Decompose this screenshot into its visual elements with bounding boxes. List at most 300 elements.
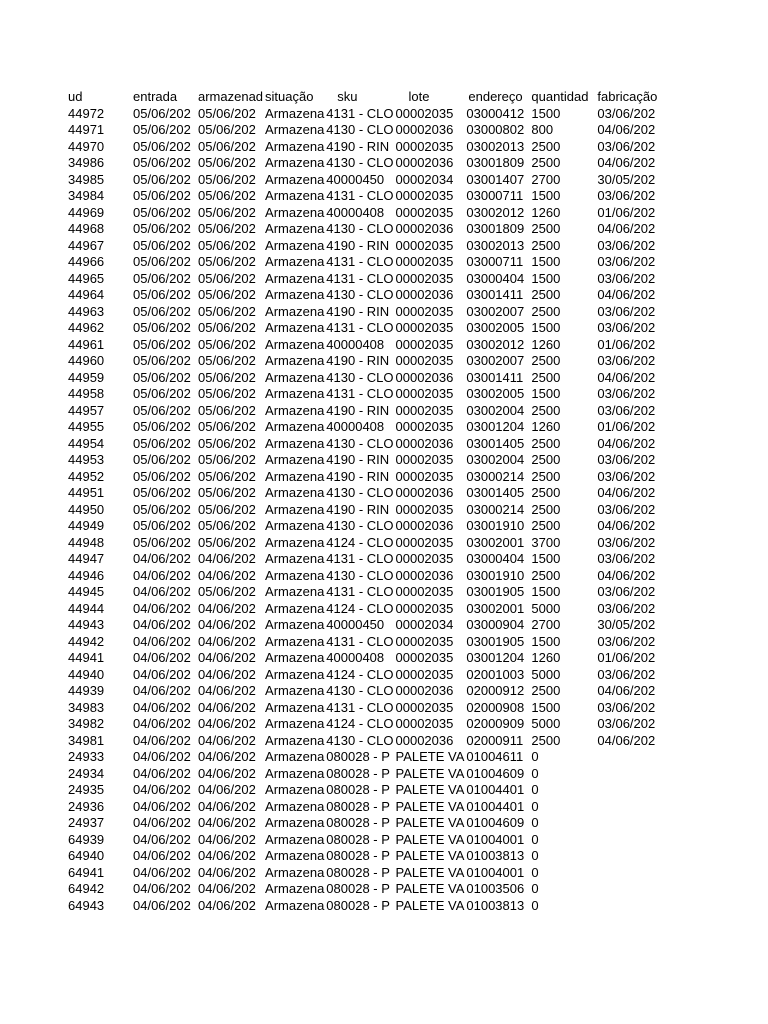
cell-entrada: 04/06/202 — [133, 848, 191, 863]
cell-ud: 44948 — [68, 534, 105, 550]
cell-quantidade: 1500 — [531, 699, 561, 715]
cell-lote: 00002035 — [395, 336, 454, 352]
table-row — [67, 419, 662, 436]
cell-situacao: Armazena — [265, 369, 325, 385]
cell-quantidade: 3700 — [531, 534, 561, 550]
table-row — [67, 799, 662, 816]
cell-quantidade: 2500 — [531, 369, 561, 385]
cell-lote: PALETE VA — [395, 831, 465, 847]
cell-lote: 00002035 — [395, 534, 454, 550]
cell-lote: 00002035 — [395, 386, 454, 401]
cell-quantidade: 2700 — [531, 617, 561, 632]
cell-endereco: 01003813 — [466, 897, 525, 913]
cell-endereco: 03001405 — [466, 435, 525, 451]
cell-ud: 44967 — [68, 237, 105, 253]
cell-situacao: Armazena — [265, 518, 325, 533]
cell-fabricacao: 03/06/202 — [597, 303, 656, 319]
cell-fabricacao: 03/06/202 — [597, 402, 656, 418]
cell-armazenado: 05/06/202 — [198, 270, 256, 286]
cell-endereco: 03001910 — [466, 567, 525, 583]
cell-armazenado: 05/06/202 — [198, 105, 256, 121]
cell-armazenado: 04/06/202 — [198, 650, 256, 665]
cell-ud: 64942 — [68, 881, 105, 896]
cell-endereco: 03002005 — [466, 386, 525, 401]
cell-endereco: 03001905 — [466, 584, 525, 599]
table-row — [67, 188, 662, 205]
cell-quantidade: 2500 — [531, 485, 561, 500]
cell-situacao: Armazena — [265, 303, 325, 319]
cell-situacao: Armazena — [265, 419, 325, 434]
cell-entrada: 04/06/202 — [133, 600, 191, 616]
cell-situacao: Armazena — [265, 765, 325, 781]
table-row — [67, 865, 662, 882]
cell-fabricacao — [596, 799, 662, 816]
table-row — [67, 832, 662, 849]
cell-quantidade: 2500 — [531, 155, 561, 170]
cell-sku: 4190 - RIN — [326, 468, 390, 484]
cell-endereco: 03002012 — [466, 204, 525, 220]
cell-quantidade: 1500 — [531, 254, 561, 269]
cell-endereco: 03001407 — [466, 171, 525, 187]
cell-situacao: Armazena — [265, 122, 325, 137]
cell-entrada: 05/06/202 — [133, 237, 191, 253]
cell-lote: 00002035 — [395, 699, 454, 715]
cell-ud: 34983 — [68, 699, 105, 715]
cell-sku: 4130 - CLO — [326, 485, 394, 500]
cell-lote: 00002035 — [395, 105, 454, 121]
table-row — [67, 634, 662, 651]
cell-ud: 44969 — [68, 204, 105, 220]
cell-situacao: Armazena — [265, 617, 325, 632]
cell-endereco: 03002005 — [466, 320, 525, 335]
cell-ud: 34982 — [68, 716, 105, 731]
header-row — [67, 89, 662, 106]
cell-sku: 080028 - P — [326, 749, 390, 764]
cell-quantidade: 2500 — [531, 518, 561, 533]
table-row — [67, 337, 662, 354]
cell-armazenado: 05/06/202 — [198, 336, 256, 352]
cell-entrada: 05/06/202 — [133, 155, 191, 170]
cell-armazenado: 05/06/202 — [198, 485, 256, 500]
cell-quantidade: 2500 — [531, 138, 561, 154]
cell-situacao: Armazena — [265, 204, 325, 220]
cell-fabricacao: 03/06/202 — [597, 138, 656, 154]
cell-armazenado: 04/06/202 — [198, 765, 256, 781]
cell-armazenado: 05/06/202 — [198, 204, 256, 220]
cell-ud: 44947 — [68, 551, 105, 566]
cell-sku: 4190 - RIN — [326, 452, 390, 467]
cell-sku: 4190 - RIN — [326, 138, 390, 154]
cell-entrada: 05/06/202 — [133, 270, 191, 286]
cell-armazenado: 04/06/202 — [198, 683, 256, 698]
cell-fabricacao: 03/06/202 — [597, 254, 656, 269]
table-row — [67, 848, 662, 865]
cell-sku: 40000408 — [326, 650, 385, 665]
cell-endereco: 03001405 — [466, 485, 525, 500]
cell-endereco: 03001204 — [466, 419, 525, 434]
cell-fabricacao: 03/06/202 — [597, 353, 656, 368]
cell-sku: 40000408 — [326, 336, 385, 352]
cell-sku: 4130 - CLO — [326, 518, 394, 533]
cell-situacao: Armazena — [265, 749, 325, 764]
cell-endereco: 03001411 — [466, 369, 524, 385]
cell-lote: 00002035 — [395, 254, 454, 269]
cell-entrada: 05/06/202 — [133, 204, 191, 220]
cell-quantidade: 1260 — [531, 204, 561, 220]
table-row — [67, 535, 662, 552]
cell-armazenado: 05/06/202 — [198, 468, 256, 484]
cell-ud: 44940 — [68, 666, 105, 682]
cell-sku: 4124 - CLO — [326, 600, 394, 616]
cell-ud: 44951 — [68, 485, 105, 500]
cell-entrada: 05/06/202 — [133, 254, 191, 269]
cell-sku: 080028 - P — [326, 831, 390, 847]
cell-quantidade: 1500 — [531, 320, 561, 335]
table-row — [67, 650, 662, 667]
cell-entrada: 04/06/202 — [133, 864, 191, 880]
cell-ud: 44943 — [68, 617, 105, 632]
cell-armazenado: 05/06/202 — [198, 386, 256, 401]
cell-lote: 00002034 — [395, 171, 454, 187]
cell-ud: 44966 — [68, 254, 105, 269]
cell-entrada: 05/06/202 — [133, 188, 191, 203]
cell-lote: 00002035 — [395, 270, 454, 286]
cell-armazenado: 05/06/202 — [198, 353, 256, 368]
cell-entrada: 04/06/202 — [133, 716, 191, 731]
cell-lote: 00002036 — [395, 155, 454, 170]
cell-quantidade: 1500 — [531, 188, 561, 203]
cell-armazenado: 05/06/202 — [198, 138, 256, 154]
cell-lote: PALETE VA — [395, 815, 465, 830]
cell-fabricacao: 01/06/202 — [597, 204, 656, 220]
cell-sku: 4124 - CLO — [326, 716, 394, 731]
cell-quantidade: 1260 — [531, 650, 561, 665]
cell-lote: 00002035 — [395, 353, 454, 368]
cell-quantidade: 2500 — [531, 287, 561, 302]
cell-ud: 24933 — [68, 749, 105, 764]
table-row — [67, 271, 662, 288]
cell-quantidade: 2500 — [531, 732, 561, 748]
cell-lote: 00002035 — [395, 501, 454, 517]
inventory-table — [67, 89, 662, 914]
cell-armazenado: 05/06/202 — [198, 369, 256, 385]
table-row — [67, 238, 662, 255]
cell-sku: 4130 - CLO — [326, 435, 394, 451]
header-sku: sku — [337, 89, 358, 104]
table-row — [67, 452, 662, 469]
cell-endereco: 03001910 — [466, 518, 525, 533]
cell-fabricacao: 04/06/202 — [597, 287, 656, 302]
table-row — [67, 749, 662, 766]
cell-quantidade: 2500 — [531, 468, 561, 484]
cell-sku: 4130 - CLO — [326, 683, 394, 698]
cell-endereco: 01004001 — [466, 864, 525, 880]
cell-endereco: 03002013 — [466, 138, 525, 154]
cell-situacao: Armazena — [265, 386, 325, 401]
cell-situacao: Armazena — [265, 798, 325, 814]
cell-quantidade: 1500 — [531, 105, 561, 121]
cell-fabricacao: 03/06/202 — [597, 551, 656, 566]
cell-lote: 00002035 — [395, 188, 454, 203]
cell-ud: 34986 — [68, 155, 105, 170]
cell-endereco: 02000908 — [466, 699, 525, 715]
cell-endereco: 01004001 — [466, 831, 525, 847]
cell-quantidade: 2500 — [531, 435, 561, 451]
cell-fabricacao: 04/06/202 — [597, 369, 656, 385]
table-row — [67, 485, 662, 502]
table-row — [67, 205, 662, 222]
cell-lote: PALETE VA — [395, 864, 465, 880]
cell-armazenado: 04/06/202 — [198, 633, 256, 649]
cell-armazenado: 05/06/202 — [198, 419, 256, 434]
cell-lote: 00002036 — [395, 369, 454, 385]
cell-entrada: 04/06/202 — [133, 567, 191, 583]
cell-fabricacao: 04/06/202 — [597, 435, 656, 451]
cell-entrada: 05/06/202 — [133, 303, 191, 319]
cell-situacao: Armazena — [265, 237, 325, 253]
cell-lote: 00002035 — [395, 419, 454, 434]
cell-fabricacao: 03/06/202 — [597, 270, 656, 286]
cell-situacao: Armazena — [265, 452, 325, 467]
cell-situacao: Armazena — [265, 402, 325, 418]
cell-situacao: Armazena — [265, 171, 325, 187]
cell-armazenado: 05/06/202 — [198, 171, 256, 187]
cell-lote: 00002036 — [395, 732, 454, 748]
cell-armazenado: 05/06/202 — [198, 237, 256, 253]
cell-situacao: Armazena — [265, 699, 325, 715]
cell-lote: 00002035 — [395, 633, 454, 649]
cell-fabricacao — [596, 881, 662, 898]
header-lote: lote — [408, 89, 430, 104]
cell-ud: 44957 — [68, 402, 105, 418]
cell-lote: 00002035 — [395, 551, 454, 566]
cell-quantidade: 1500 — [531, 270, 561, 286]
cell-sku: 4124 - CLO — [326, 666, 394, 682]
cell-quantidade: 0 — [531, 864, 539, 880]
cell-fabricacao: 03/06/202 — [597, 501, 656, 517]
cell-fabricacao: 03/06/202 — [597, 699, 656, 715]
cell-entrada: 05/06/202 — [133, 138, 191, 154]
cell-lote: PALETE VA — [395, 848, 465, 863]
cell-entrada: 04/06/202 — [133, 798, 191, 814]
cell-fabricacao: 04/06/202 — [597, 221, 656, 236]
cell-ud: 24934 — [68, 765, 105, 781]
cell-situacao: Armazena — [265, 221, 325, 236]
cell-lote: 00002035 — [395, 237, 454, 253]
cell-fabricacao: 04/06/202 — [597, 683, 656, 698]
cell-lote: 00002035 — [395, 600, 454, 616]
cell-fabricacao: 03/06/202 — [597, 468, 656, 484]
cell-sku: 080028 - P — [326, 848, 390, 863]
cell-armazenado: 04/06/202 — [198, 848, 256, 863]
table-row — [67, 568, 662, 585]
cell-lote: 00002035 — [395, 452, 454, 467]
cell-entrada: 05/06/202 — [133, 452, 191, 467]
cell-entrada: 04/06/202 — [133, 782, 191, 797]
cell-entrada: 05/06/202 — [133, 353, 191, 368]
cell-situacao: Armazena — [265, 732, 325, 748]
cell-fabricacao: 30/05/202 — [597, 171, 656, 187]
cell-sku: 4130 - CLO — [326, 155, 394, 170]
cell-quantidade: 1500 — [531, 386, 561, 401]
cell-ud: 44971 — [68, 122, 105, 137]
cell-fabricacao: 01/06/202 — [597, 336, 656, 352]
cell-entrada: 04/06/202 — [133, 551, 191, 566]
cell-entrada: 04/06/202 — [133, 749, 191, 764]
cell-situacao: Armazena — [265, 105, 325, 121]
table-row — [67, 683, 662, 700]
cell-situacao: Armazena — [265, 468, 325, 484]
cell-lote: 00002035 — [395, 584, 454, 599]
cell-endereco: 01004401 — [466, 798, 525, 814]
cell-armazenado: 04/06/202 — [198, 864, 256, 880]
cell-armazenado: 05/06/202 — [198, 287, 256, 302]
cell-entrada: 05/06/202 — [133, 336, 191, 352]
cell-lote: 00002035 — [395, 468, 454, 484]
cell-ud: 64941 — [68, 864, 105, 880]
cell-entrada: 05/06/202 — [133, 386, 191, 401]
cell-entrada: 05/06/202 — [133, 435, 191, 451]
cell-armazenado: 04/06/202 — [198, 666, 256, 682]
header-situacao: situação — [265, 89, 314, 104]
cell-endereco: 03000904 — [466, 617, 525, 632]
cell-ud: 44962 — [68, 320, 105, 335]
cell-situacao: Armazena — [265, 155, 325, 170]
table-row — [67, 716, 662, 733]
table-row — [67, 320, 662, 337]
cell-endereco: 03000711 — [466, 188, 524, 203]
cell-sku: 080028 - P — [326, 815, 390, 830]
cell-sku: 4130 - CLO — [326, 221, 394, 236]
cell-armazenado: 04/06/202 — [198, 567, 256, 583]
cell-sku: 4130 - CLO — [326, 369, 394, 385]
cell-quantidade: 5000 — [531, 716, 561, 731]
table-row — [67, 469, 662, 486]
cell-ud: 44959 — [68, 369, 105, 385]
cell-sku: 4131 - CLO — [326, 270, 394, 286]
cell-entrada: 05/06/202 — [133, 402, 191, 418]
cell-entrada: 04/06/202 — [133, 650, 191, 665]
cell-sku: 4130 - CLO — [326, 122, 394, 137]
cell-fabricacao: 01/06/202 — [597, 650, 656, 665]
cell-armazenado: 04/06/202 — [198, 798, 256, 814]
cell-entrada: 04/06/202 — [133, 666, 191, 682]
cell-endereco: 03000802 — [466, 122, 525, 137]
cell-fabricacao: 03/06/202 — [597, 633, 656, 649]
cell-ud: 44965 — [68, 270, 105, 286]
cell-endereco: 03002001 — [466, 600, 525, 616]
cell-entrada: 04/06/202 — [133, 699, 191, 715]
cell-quantidade: 0 — [531, 881, 539, 896]
cell-entrada: 05/06/202 — [133, 287, 191, 302]
cell-fabricacao: 03/06/202 — [597, 452, 656, 467]
header-armazenado: armazenad — [198, 89, 264, 104]
cell-entrada: 04/06/202 — [133, 732, 191, 748]
cell-entrada: 04/06/202 — [133, 683, 191, 698]
cell-ud: 44950 — [68, 501, 105, 517]
cell-armazenado: 04/06/202 — [198, 600, 256, 616]
cell-ud: 44970 — [68, 138, 105, 154]
cell-quantidade: 0 — [531, 831, 539, 847]
cell-armazenado: 04/06/202 — [198, 699, 256, 715]
cell-quantidade: 0 — [531, 782, 539, 797]
cell-sku: 080028 - P — [326, 765, 390, 781]
cell-ud: 34985 — [68, 171, 105, 187]
cell-entrada: 04/06/202 — [133, 815, 191, 830]
cell-ud: 24937 — [68, 815, 105, 830]
cell-entrada: 04/06/202 — [133, 617, 191, 632]
cell-ud: 24935 — [68, 782, 105, 797]
cell-endereco: 03000214 — [466, 468, 525, 484]
cell-lote: 00002034 — [395, 617, 454, 632]
cell-endereco: 03000711 — [466, 254, 524, 269]
cell-situacao: Armazena — [265, 353, 325, 368]
cell-sku: 4131 - CLO — [326, 188, 394, 203]
cell-fabricacao — [596, 782, 662, 799]
cell-entrada: 04/06/202 — [133, 633, 191, 649]
cell-lote: 00002035 — [395, 303, 454, 319]
cell-entrada: 05/06/202 — [133, 320, 191, 335]
cell-armazenado: 04/06/202 — [198, 749, 256, 764]
cell-lote: 00002035 — [395, 402, 454, 418]
cell-sku: 40000450 — [326, 617, 385, 632]
cell-situacao: Armazena — [265, 848, 325, 863]
cell-quantidade: 0 — [531, 749, 539, 764]
cell-entrada: 05/06/202 — [133, 221, 191, 236]
cell-quantidade: 2500 — [531, 221, 561, 236]
cell-entrada: 05/06/202 — [133, 369, 191, 385]
cell-quantidade: 5000 — [531, 600, 561, 616]
cell-quantidade: 0 — [531, 798, 539, 814]
cell-situacao: Armazena — [265, 534, 325, 550]
cell-ud: 44961 — [68, 336, 105, 352]
cell-armazenado: 05/06/202 — [198, 254, 256, 269]
cell-sku: 4131 - CLO — [326, 633, 394, 649]
cell-lote: 00002036 — [395, 683, 454, 698]
cell-ud: 44941 — [68, 650, 105, 665]
cell-sku: 4124 - CLO — [326, 534, 394, 550]
cell-ud: 24936 — [68, 798, 105, 814]
cell-situacao: Armazena — [265, 551, 325, 566]
cell-armazenado: 05/06/202 — [198, 452, 256, 467]
cell-fabricacao: 03/06/202 — [597, 716, 656, 731]
cell-situacao: Armazena — [265, 501, 325, 517]
cell-endereco: 03000404 — [466, 551, 525, 566]
cell-lote: PALETE VA — [395, 798, 465, 814]
cell-armazenado: 05/06/202 — [198, 188, 256, 203]
cell-quantidade: 2500 — [531, 452, 561, 467]
cell-situacao: Armazena — [265, 716, 325, 731]
cell-fabricacao: 03/06/202 — [597, 105, 656, 121]
cell-lote: 00002036 — [395, 287, 454, 302]
cell-fabricacao: 04/06/202 — [597, 567, 656, 583]
cell-situacao: Armazena — [265, 188, 325, 203]
cell-endereco: 03001204 — [466, 650, 525, 665]
cell-fabricacao: 03/06/202 — [597, 666, 656, 682]
cell-sku: 4131 - CLO — [326, 699, 394, 715]
table-row — [67, 881, 662, 898]
cell-entrada: 05/06/202 — [133, 468, 191, 484]
cell-fabricacao: 03/06/202 — [597, 237, 656, 253]
cell-sku: 080028 - P — [326, 798, 390, 814]
cell-sku: 4190 - RIN — [326, 353, 390, 368]
table-row — [67, 733, 662, 750]
cell-armazenado: 05/06/202 — [198, 402, 256, 418]
cell-sku: 080028 - P — [326, 864, 390, 880]
cell-quantidade: 2500 — [531, 353, 561, 368]
cell-ud: 44960 — [68, 353, 105, 368]
cell-fabricacao — [596, 749, 662, 766]
